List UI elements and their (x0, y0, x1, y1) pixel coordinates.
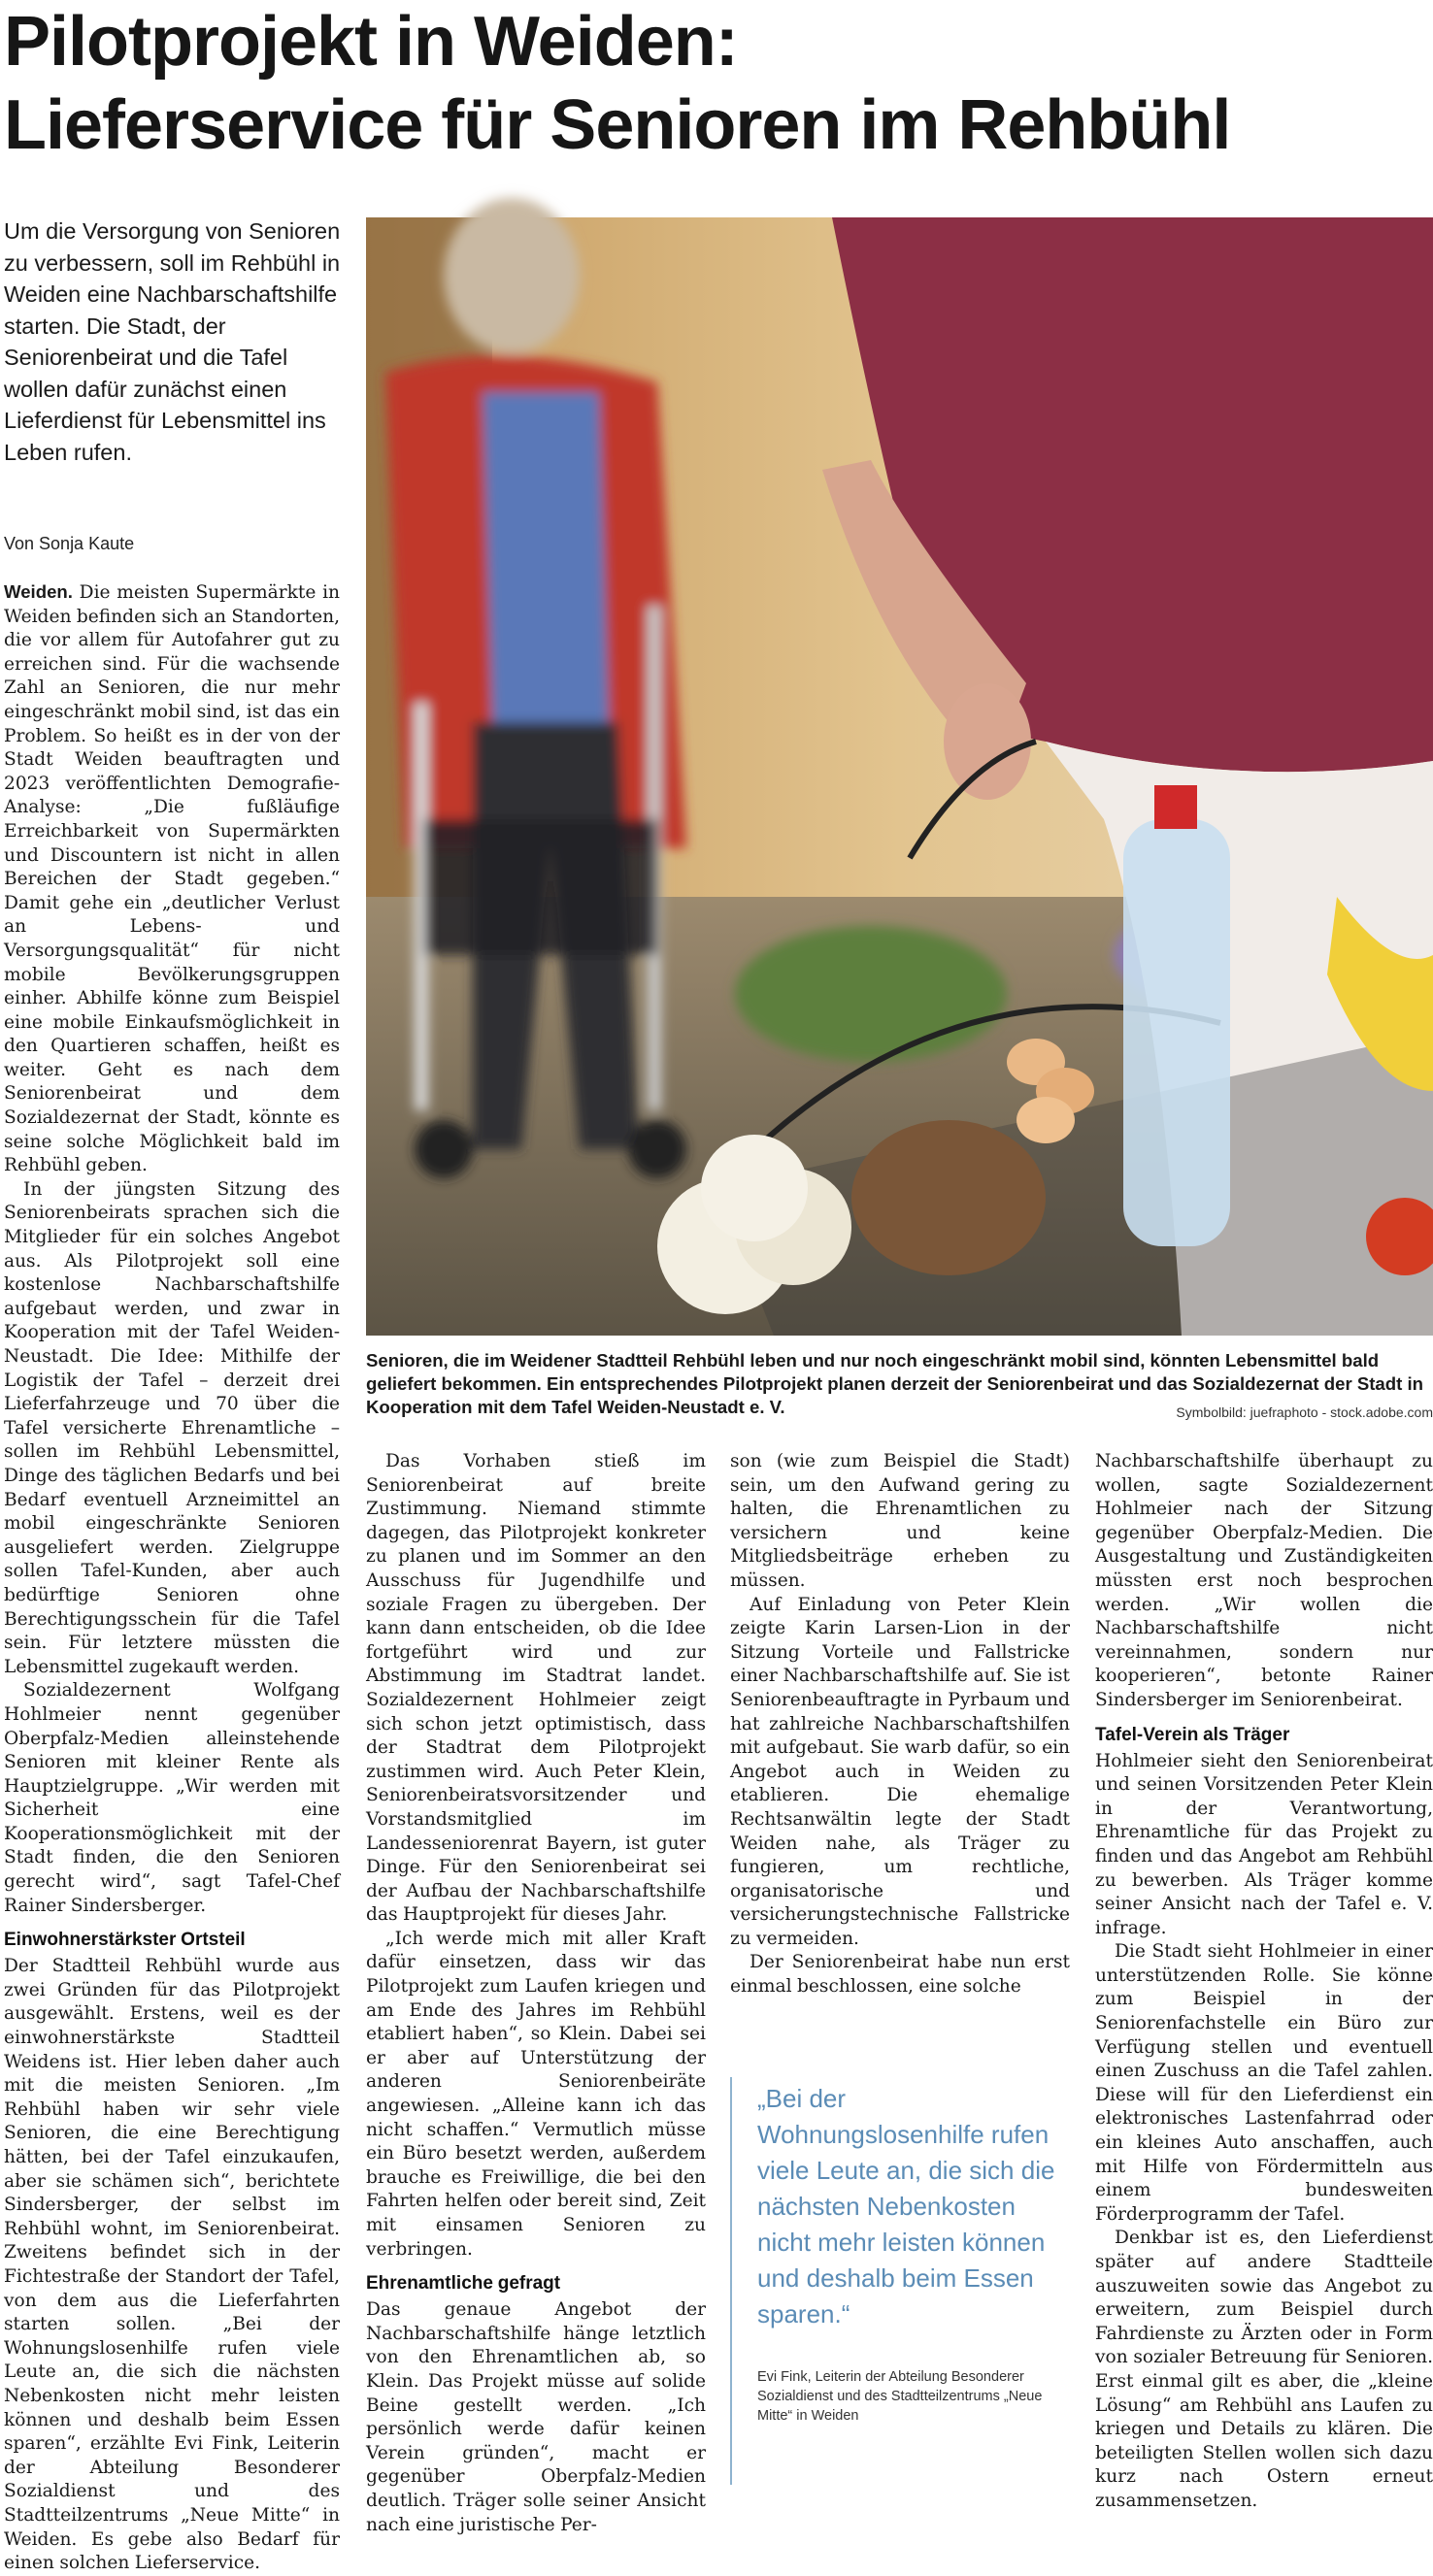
photo-credit: Symbolbild: juefraphoto - stock.adobe.com (1176, 1404, 1433, 1420)
article-photo (366, 217, 1433, 1336)
paragraph: Auf Einladung von Peter Klein zeigte Karin Larsen-Lion in der Sitzung Vorteile und Fallstricke einer Nachbarschaftshilfe auf. Sie ist Seniorenbeauftragte in Pyrbaum und hat zahlreiche Nachbarschaftshilfen mit aufgebaut. Sie warb dafür, so ein Angebot auch in Weiden zu etablieren. Die ehemalige Rechtsanwältin legte der Stadt Weiden nahe, als Träger zu fungieren, um rechtliche, organisatorische und versicherungstechnische Fallstricke zu vermeiden. (730, 1594, 1070, 1949)
headline-line-1: Pilotprojekt in Weiden: (4, 3, 738, 81)
pull-quote (730, 2077, 1056, 2485)
paragraph: Der Stadtteil Rehbühl wurde aus zwei Gründen für das Pilotprojekt ausgewählt. Erstens, weil es der einwohnerstärkste Stadtteil Weidens ist. Hier leben daher auch mit die meisten Senioren. „Im Rehbühl haben wir sehr viele Senioren, die eine Berechtigung hätten, bei der Tafel einzukaufen, aber sie schämen sich“, berichtete Sindersberger, der selbst im Rehbühl wohnt, im Seniorenbeirat. Zweitens befindet sich in der Fichtestraße der Standort der Tafel, von dem aus die Lieferfahrten starten sollen. „Bei der Wohnungslosenhilfe rufen viele Leute an, die sich die nächsten Nebenkosten nicht mehr leisten können und deshalb beim Essen sparen“, erzählte Evi Fink, Leiterin der Abteilung Besonderer Sozialdienst und des Stadtteilzentrums „Neue Mitte“ in Weiden. Es gebe also Bedarf für einen solchen Lieferservice. (4, 1956, 340, 2574)
paragraph: Sozialdezernent Wolfgang Hohlmeier nennt gegenüber Oberpfalz-Medien alleinstehende Senioren mit kleiner Rente als Hauptzielgruppe. „Wir werden mit Sicherheit eine Kooperationsmöglichkeit mit der Stadt finden, die den Senioren gerecht wird“, sagt Tafel-Chef Rainer Sindersberger. (4, 1680, 340, 1916)
pull-quote-source: Evi Fink, Leiterin der Abteilung Besonderer Sozialdienst und des Stadtteilzentrums „Neue Mitte“ in Weiden (757, 2369, 1043, 2424)
text-column-3 (730, 1450, 1070, 1999)
paragraph: In der jüngsten Sitzung des Seniorenbeirats sprachen sich die Mitglieder für ein solches Angebot aus. Als Pilotprojekt soll eine kostenlose Nachbarschaftshilfe aufgebaut werden, und zwar in Kooperation mit der Tafel Weiden-Neustadt. Die Idee: Mithilfe der Logistik der Tafel – derzeit drei Lieferfahrzeuge und 70 über die Tafel versicherte Ehrenamtliche – sollen im Rehbühl Lebensmittel, Dinge des täglichen Bedarfs und bei Bedarf eventuell Arzneimittel an mobil eingeschränkte Senioren ausgeliefert werden. Zielgruppe sollen Tafel-Kunden, aber auch bedürftige Senioren ohne Berechtigungsschein für die Tafel sein. Für letztere müssten die Lebensmittel zugekauft werden. (4, 1178, 340, 1677)
paragraph: Die Stadt sieht Hohlmeier in einer unterstützenden Rolle. Sie könne zum Beispiel in der Seniorenfachstelle ein Büro zur Verfügung stellen und eventuell einen Zuschuss an die Tafel zahlen. Diese will für den Lieferdienst ein elektronisches Lastenfahrrad oder ein kleines Auto anschaffen, auch mit Hilfe von Fördermitteln aus einem bundesweiten Förderprogramm der Tafel. (1095, 1941, 1433, 2225)
paragraph: son (wie zum Beispiel die Stadt) sein, um den Aufwand gering zu halten, die Ehrenamtlichen zu versichern und keine Mitgliedsbeiträge erheben zu müssen. (730, 1451, 1070, 1591)
article-headline (4, 0, 1421, 167)
paragraph: Nachbarschaftshilfe überhaupt zu wollen, sagte Sozialdezernent Hohlmeier nach der Sitzung gegenüber Oberpfalz-Medien. Die Ausgestaltung und Zuständigkeiten müssten erst noch besprochen werden. „Wir wollen die Nachbarschaftshilfe nicht vereinnahmen, sondern nur kooperieren“, betonte Rainer Sindersberger im Seniorenbeirat. (1095, 1451, 1433, 1710)
text-column-2 (366, 1450, 706, 2537)
photo-illustration (366, 217, 1433, 1336)
paragraph: Das genaue Angebot der Nachbarschaftshilfe hänge letztlich von den Ehrenamtlichen ab, so Klein. Das Projekt müsse auf solide Beine gestellt werden. „Ich persönlich werde dafür keinen Verein gründen“, macht er gegenüber Oberpfalz-Medien deutlich. Träger solle seiner Ansicht nach eine juristische Per- (366, 2299, 706, 2535)
pull-quote-text: „Bei der Wohnungslosenhilfe rufen viele Leute an, die sich die nächsten Nebenkosten nicht mehr leisten können und deshalb beim Essen sparen.“ (757, 2084, 1055, 2328)
photo-caption: Senioren, die im Weidener Stadtteil Rehbühl leben und nur noch eingeschränkt mobil sind, könnten Lebensmittel bald geliefert bekommen. Ein entsprechendes Pilotprojekt planen derzeit der Seniorenbeirat und das Sozialdezernat der Stadt in Kooperation mit dem Tafel Weiden-Neustadt e. V. (366, 1350, 1424, 1417)
subheading: Einwohnerstärkster Ortsteil (4, 1930, 246, 1951)
paragraph: Denkbar ist es, den Lieferdienst später auf andere Stadtteile auszuweiten sowie das Angebot zu erweitern, zum Beispiel durch Fahrdienste zu Ärzten oder in Form von sozialer Betreuung für Senioren. Erst einmal gilt es aber, die „kleine Lösung“ am Rehbühl ans Laufen zu kriegen und Details zu klären. Die beteiligten Stellen wollen sich dazu kurz nach Ostern erneut zusammensetzen. (1095, 2228, 1433, 2511)
article-byline: Von Sonja Kaute (4, 534, 135, 553)
paragraph: Hohlmeier sieht den Seniorenbeirat und seinen Vorsitzenden Peter Klein in der Verantwortung, Ehrenamtliche für das Projekt zu finden und das Angebot am Rehbühl zu bewerben. Als Träger komme seiner Ansicht nach der Tafel e. V. infrage. (1095, 1750, 1433, 1938)
subheading: Ehrenamtliche gefragt (366, 2273, 561, 2295)
paragraph: „Ich werde mich mit aller Kraft dafür einsetzen, dass wir das Pilotprojekt zum Laufen kriegen und am Ende des Jahres im Rehbühl etabliert haben“, so Klein. Dabei sei er aber auf Unterstützung der anderen Seniorenbeiräte angewiesen. „Alleine kann ich das nicht schaffen.“ Vermutlich müsse ein Büro besetzt werden, außerdem brauche es Freiwillige, die bei den Fahrten helfen oder bereit sind, Zeit mit einsamen Senioren zu verbringen. (366, 1928, 706, 2260)
text-column-1 (4, 580, 340, 2576)
dateline: Weiden. (4, 581, 73, 602)
paragraph: Weiden. Die meisten Supermärkte in Weiden befinden sich an Standorten, die vor allem für Autofahrer gut zu erreichen sind. Für die wachsende Zahl an Senioren, die nur mehr eingeschränkt mobil sind, ist das ein Problem. So heißt es in der von der Stadt Weiden beauftragten und 2023 veröffentlichten Demografie-Analyse: „Die fußläufige Erreichbarkeit von Supermärkten und Discountern ist nicht in allen Bereichen der Stadt gegeben.“ Damit gehe ein „deutlicher Verlust an Lebens- und Versorgungsqualität“ für nicht mobile Bevölkerungsgruppen einher. Abhilfe könne zum Beispiel eine mobile Einkaufsmöglichkeit in den Quartieren schaffen, heißt es weiter. Geht es nach dem Seniorenbeirat und dem Sozialdezernat der Stadt, könnte es seine solche Möglichkeit bald im Rehbühl geben. (4, 581, 340, 1176)
paragraph: Das Vorhaben stieß im Seniorenbeirat auf breite Zustimmung. Niemand stimmte dagegen, das Pilotprojekt konkreter zu planen und im Sommer an den Ausschuss für Jugendhilfe und soziale Fragen zu übergeben. Der kann dann entscheiden, ob die Idee fortgeführt wird und zur Abstimmung im Stadtrat landet. Sozialdezernent Hohlmeier zeigt sich schon jetzt optimistisch, dass der Stadtrat dem Pilotprojekt zustimmen wird. Auch Peter Klein, Seniorenbeiratsvorsitzender und Vorstandsmitglied im Landesseniorenrat Bayern, ist guter Dinge. Für den Seniorenbeirat sei der Aufbau der Nachbarschaftshilfe das Hauptprojekt für dieses Jahr. (366, 1451, 706, 1926)
subheading: Tafel-Verein als Träger (1095, 1724, 1290, 1745)
text-column-4 (1095, 1450, 1433, 2514)
headline-line-2: Lieferservice für Senioren im Rehbühl (4, 86, 1231, 164)
paragraph: Der Seniorenbeirat habe nun erst einmal beschlossen, eine solche (730, 1952, 1070, 1998)
article-lead: Um die Versorgung von Senioren zu verbessern, soll im Rehbühl in Weiden eine Nachbarschaftshilfe starten. Die Stadt, der Seniorenbeirat und die Tafel wollen dafür zunächst einen Lieferdienst für Lebensmittel ins Leben rufen. (4, 218, 341, 465)
